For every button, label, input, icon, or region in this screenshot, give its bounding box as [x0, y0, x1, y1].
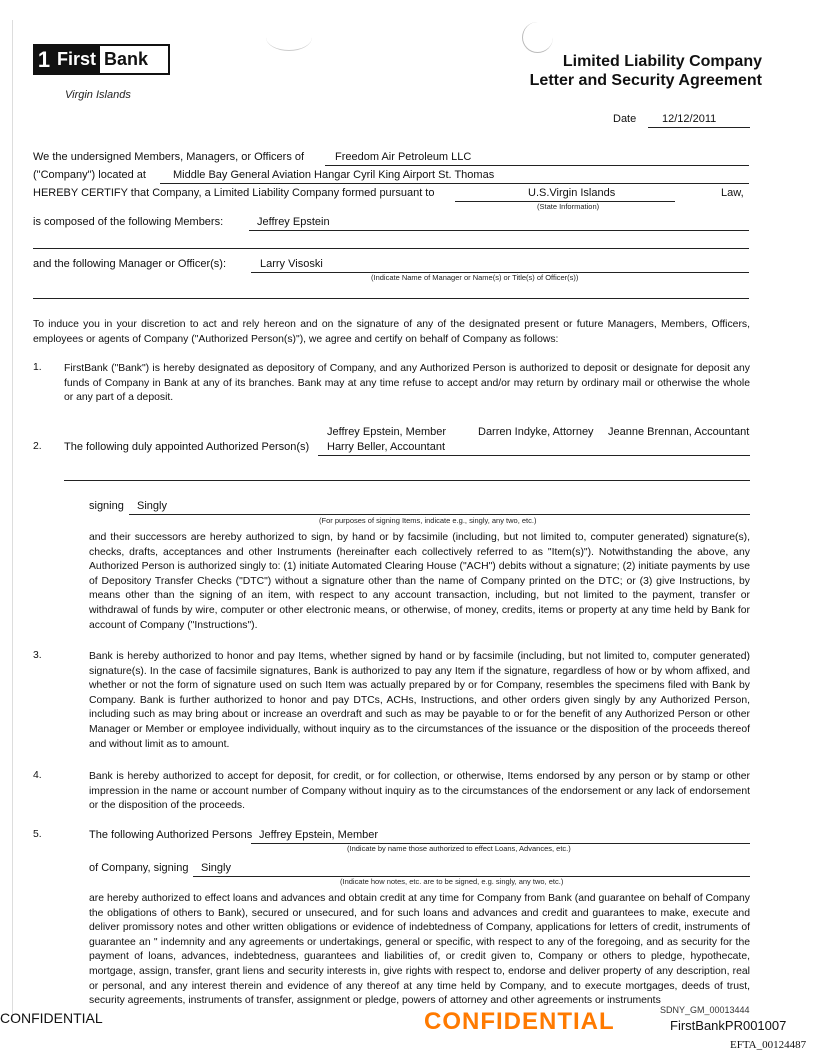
section-1-number: 1.	[33, 362, 42, 373]
section-5-signing-caption: (Indicate how notes, etc. are to be signed, e.g. singly, any two, etc.)	[340, 877, 564, 886]
section-2-body: and their successors are hereby authorized to sign, by hand or by facsimile (including, but not limited to, computer generated) signature(s), checks, drafts, acceptances and other Instruments (hereinafter each collectively referred to as "Item(s)"). Notwithstanding the above, any Authorized Person is authorized singly to: (1) initiate Automated Clearing House ("ACH") debits without a signature; (2) initiate payments by use of Depository Transfer Checks ("DTC") without a signature other than the name of Company printed on the DTC; or (3) give Instructions, by means other than the signing of an item, with respect to any account transaction, including, but not limited to the payment, transfer or withdrawal of funds by wire, computer or other electronic means, or otherwise, of money, credits, items or property at any time held by Bank for account of Company ("Instructions").	[89, 532, 750, 631]
managers-value: Larry Visoski	[260, 258, 323, 270]
section-4-text: Bank is hereby authorized to accept for deposit, for credit, or for collection, or otherwise, Items endorsed by any person or by stamp or other impression in the name or account number of Company without inquiry as to the circumstances of the endorsement or any lack of endorsement or the disposition of the proceeds.	[89, 771, 750, 812]
scan-edge-line	[12, 20, 13, 1020]
state-value: U.S.Virgin Islands	[528, 187, 616, 199]
date-label: Date	[613, 113, 637, 125]
firstbank-logo	[33, 44, 170, 75]
section-5-signing-label: of Company, signing	[89, 862, 189, 874]
members-value: Jeffrey Epstein	[257, 216, 330, 228]
scan-smudge-2	[522, 22, 553, 53]
law-label: Law,	[721, 187, 744, 199]
section-3-number: 3.	[33, 650, 42, 661]
section-2-label: The following duly appointed Authorized Person(s)	[64, 441, 310, 453]
members-line-2	[33, 248, 749, 249]
company-name: Freedom Air Petroleum LLC	[335, 151, 472, 163]
authorized-person-1: Jeffrey Epstein, Member	[327, 426, 447, 438]
section-5-value: Jeffrey Epstein, Member	[259, 829, 379, 841]
scan-smudge-1	[266, 24, 312, 51]
authorized-person-4: Harry Beller, Accountant	[327, 441, 446, 453]
managers-label: and the following Manager or Officer(s):	[33, 258, 226, 270]
bates-number: FirstBankPR001007	[670, 1018, 787, 1033]
section-5-body: are hereby authorized to effect loans and advances and obtain credit at any time for Company from Bank (and guarantee on behalf of Company the obligations of others to Bank), secured or unsecured, and for such loans and advances and credit and guarantees to make, execute and deliver promissory notes and other written obligations or evidence of indebtedness of Company, applications for letters of credit, instruments of guarantee an " indemnity and any agreements or undertakings, general or specific, with respect to any of the foregoing, and as security for the payment of loans, advances, indebtedness, guarantees and liabilities of, or credit given to, Company or others to pledge, hypothecate, mortgage, assign, transfer, grant liens and security interests in, give rights with respect to, endorse and deliver property of any description, real or personal, and any interest therein and evidence of any thereof at any time held by Company, and to execute mortgages, deeds of trust, security agreements, instruments of transfer, assignment or pledge, powers of attorney and other agreements or instruments	[89, 893, 750, 1007]
confidential-stamp: CONFIDENTIAL	[424, 1008, 615, 1035]
signing-caption: (For purposes of signing Items, indicate e.g., singly, any two, etc.)	[319, 516, 537, 525]
company-location: Middle Bay General Aviation Hangar Cyril King Airport St. Thomas	[173, 169, 495, 181]
cert-line-1-label: We the undersigned Members, Managers, or Officers of	[33, 151, 305, 163]
section-1-text: FirstBank ("Bank") is hereby designated as depository of Company, and any Authorized Person is authorized to deposit or designate for deposit any funds of Company in Bank at any of its branches. Bank may at any time refuse to accept and/or may return by ordinary mail or otherwise the whole or any part of a deposit.	[64, 363, 750, 404]
footer-confidential-left: CONFIDENTIAL	[0, 1010, 103, 1026]
cert-line-3-label: HEREBY CERTIFY that Company, a Limited Liability Company formed pursuant to	[33, 187, 435, 199]
persons-line-2	[64, 480, 750, 481]
members-line	[249, 230, 749, 231]
logo-bank: Bank	[104, 49, 149, 69]
efta-number: EFTA_00124487	[730, 1039, 807, 1051]
persons-line	[318, 455, 750, 456]
date-value: 12/12/2011	[662, 113, 717, 125]
section-5-label: The following Authorized Persons	[89, 829, 253, 841]
title-line-2: Letter and Security Agreement	[529, 72, 762, 89]
managers-line-2	[33, 298, 749, 299]
signing-value: Singly	[137, 500, 167, 512]
section-5-number: 5.	[33, 829, 42, 840]
company-name-line	[325, 165, 749, 166]
signing-line	[129, 514, 750, 515]
section-5-caption: (Indicate by name those authorized to effect Loans, Advances, etc.)	[347, 844, 571, 853]
date-underline	[648, 127, 750, 128]
section-4-number: 4.	[33, 770, 42, 781]
section-5-signing-value: Singly	[201, 862, 231, 874]
state-caption: (State Information)	[537, 202, 600, 211]
authorized-person-3: Jeanne Brennan, Accountant	[608, 426, 750, 438]
intro-paragraph: To induce you in your discretion to act and rely hereon and on the signature of any of the designated present or future Managers, Members, Officers, employees or agents of Company ("Authorized Person(s)"), we agree and certify on behalf of Company as follows:	[33, 319, 750, 345]
company-location-line	[160, 183, 749, 184]
authorized-person-2: Darren Indyke, Attorney	[478, 426, 594, 438]
members-label: is composed of the following Members:	[33, 216, 224, 228]
logo-numeral: 1	[35, 46, 53, 73]
logo-tagline: Virgin Islands	[65, 89, 131, 101]
logo-first: First	[53, 46, 100, 73]
managers-caption: (Indicate Name of Manager or Name(s) or Title(s) of Officer(s))	[371, 273, 579, 282]
sdny-stamp: SDNY_GM_00013444	[660, 1005, 750, 1015]
cert-line-2-label: ("Company") located at	[33, 169, 146, 181]
section-3-text: Bank is hereby authorized to honor and pay Items, whether signed by hand or by facsimile (including, but not limited to, computer generated) signature(s). In the case of facsimile signatures, Bank is authorized to pay any Item if the signature, regardless of how or by whom affixed, and whether or not the form of signature used on such Item was actually prepared by or for Company, resembles the specimens filed with Bank by Company. Bank is further authorized to honor and pay DTCs, ACHs, Instructions, and other orders given singly by any Authorized Person, including such as may bring about or increase an overdraft and such as may be payable to or for the benefit of any Authorized Person or other Manager or Member or employee individually, without inquiry as to the circumstances of the issuance or the disposition of the proceeds thereof and without limit as to amount.	[89, 651, 750, 750]
title-line-1: Limited Liability Company	[562, 53, 762, 70]
signing-label: signing	[89, 500, 124, 512]
section-2-number: 2.	[33, 441, 42, 452]
